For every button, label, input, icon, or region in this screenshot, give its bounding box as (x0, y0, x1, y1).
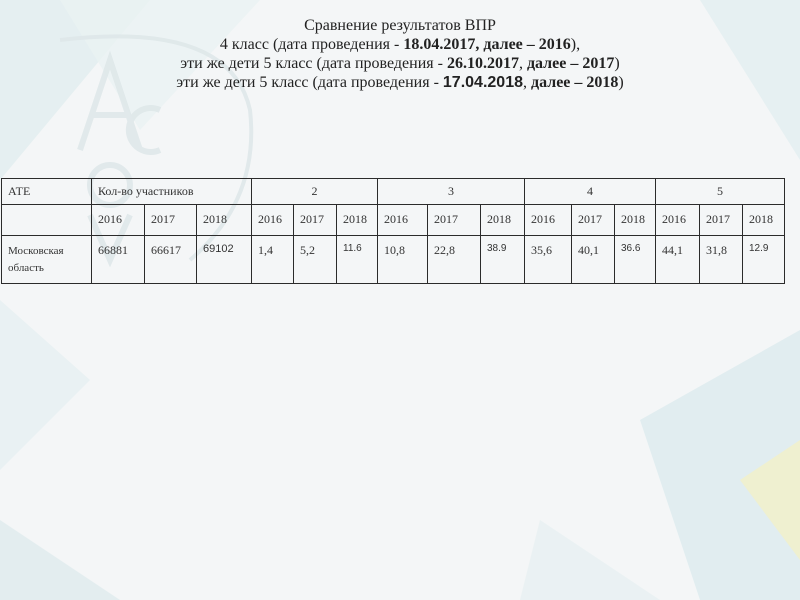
results-table (1, 178, 785, 284)
count-2016: 66881 (92, 236, 145, 284)
title-line-4: эти же дети 5 класс (дата проведения - 17.04.2018, далее – 2018) (176, 74, 624, 91)
year-cell: 2018 (615, 205, 656, 236)
grade5-2017: 31,8 (700, 236, 743, 284)
grade3-2018: 38.9 (481, 236, 525, 284)
grade5-2016: 44,1 (656, 236, 700, 284)
header-grade-3: 3 (378, 179, 525, 205)
grade5-2018: 12.9 (743, 236, 785, 284)
header-participants: Кол-во участников (92, 179, 252, 205)
year-cell: 2018 (481, 205, 525, 236)
header-grade-2: 2 (252, 179, 378, 205)
grade4-2016: 35,6 (525, 236, 572, 284)
year-cell: 2016 (656, 205, 700, 236)
year-cell: 2017 (572, 205, 615, 236)
title-line-3: эти же дети 5 класс (дата проведения - 26.10.2017, далее – 2017) (180, 55, 620, 72)
year-cell: 2016 (92, 205, 145, 236)
grade2-2016: 1,4 (252, 236, 294, 284)
header-grade-4: 4 (525, 179, 656, 205)
table-row (2, 236, 785, 284)
grade3-2017: 22,8 (428, 236, 481, 284)
year-cell: 2016 (378, 205, 428, 236)
header-grade-5: 5 (656, 179, 785, 205)
year-cell: 2017 (700, 205, 743, 236)
slide-title (100, 16, 700, 92)
years-row (2, 205, 785, 236)
grade2-2017: 5,2 (294, 236, 337, 284)
grade4-2018: 36.6 (615, 236, 656, 284)
year-cell: 2018 (743, 205, 785, 236)
year-cell: 2017 (145, 205, 197, 236)
header-ate: АТЕ (2, 179, 92, 205)
grade4-2017: 40,1 (572, 236, 615, 284)
header-row (2, 179, 785, 205)
year-cell: 2018 (197, 205, 252, 236)
grade2-2018: 11.6 (337, 236, 378, 284)
year-cell: 2017 (294, 205, 337, 236)
count-2018: 69102 (197, 236, 252, 284)
title-line-2: 4 класс (дата проведения - 18.04.2017, далее – 2016), (219, 36, 581, 53)
ate-name: Московская область (2, 236, 92, 284)
count-2017: 66617 (145, 236, 197, 284)
grade3-2016: 10,8 (378, 236, 428, 284)
title-line-1: Сравнение результатов ВПР (304, 17, 496, 34)
years-empty-cell (2, 205, 92, 236)
year-cell: 2016 (252, 205, 294, 236)
year-cell: 2017 (428, 205, 481, 236)
year-cell: 2016 (525, 205, 572, 236)
year-cell: 2018 (337, 205, 378, 236)
